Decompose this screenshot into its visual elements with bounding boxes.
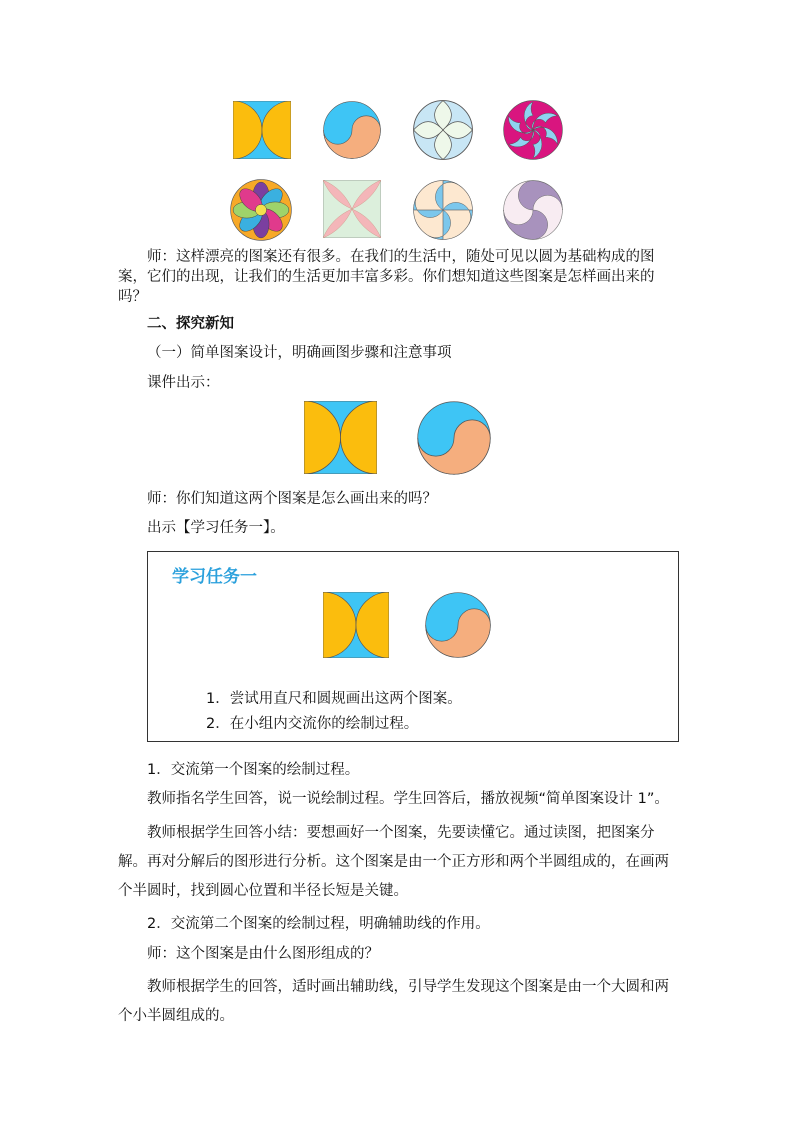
figure-yin-yang (417, 401, 491, 475)
learning-task-box (147, 551, 679, 742)
teacher-question-2: 师：这个图案是由什么图形组成的？ (147, 946, 379, 962)
pattern-purple-swirl (503, 180, 563, 240)
pattern-square-pink-petals (323, 180, 381, 238)
subsection-heading: （一）简单图案设计，明确画图步骤和注意事项 (147, 345, 452, 361)
step-1-paragraph-a: 教师指名学生回答，说一说绘制过程。学生回答后，播放视频“简单图案设计 1”。 (147, 791, 669, 807)
pattern-four-petals (413, 100, 473, 160)
courseware-show-label: 课件出示： (147, 375, 220, 391)
step-1-heading: 1．交流第一个图案的绘制过程。 (147, 762, 360, 778)
pattern-pinwheel-magenta (503, 100, 563, 160)
step-2-paragraph-a: 教师根据学生的回答，适时画出辅助线，引导学生发现这个图案是由一个大圆和两个小半圆组成的。 (118, 979, 669, 1024)
task-figure-square (323, 592, 389, 658)
figure-square-semicircles (304, 401, 377, 474)
task-title: 学习任务一 (172, 567, 257, 587)
pattern-square-semicircles (233, 101, 291, 159)
pattern-colorful-flower (230, 179, 292, 241)
pattern-pinwheel-blue (413, 180, 473, 240)
paragraph-intro: 师：这样漂亮的图案还有很多。在我们的生活中，随处可见以圆为基础构成的图案，它们的出现，让我们的生活更加丰富多彩。你们想知道这些图案是怎样画出来的吗？ (118, 249, 655, 305)
task-figure-yin-yang (425, 592, 491, 658)
step-1-paragraph-b: 教师根据学生回答小结：要想画好一个图案，先要读懂它。通过读图，把图案分解。再对分解后的图形进行分析。这个图案是由一个正方形和两个半圆组成的，在画两个半圆时，找到圆心位置和半径长短是关键。 (118, 825, 669, 899)
step-2-heading: 2．交流第二个图案的绘制过程，明确辅助线的作用。 (147, 916, 490, 932)
task-item-1: 1．尝试用直尺和圆规画出这两个图案。 (206, 691, 462, 707)
section-heading: 二、探究新知 (147, 316, 234, 332)
show-task-label: 出示【学习任务一】。 (147, 520, 285, 536)
pattern-yin-yang (323, 101, 381, 159)
task-item-2: 2．在小组内交流你的绘制过程。 (206, 716, 419, 732)
teacher-question-1: 师：你们知道这两个图案是怎么画出来的吗？ (147, 491, 437, 507)
